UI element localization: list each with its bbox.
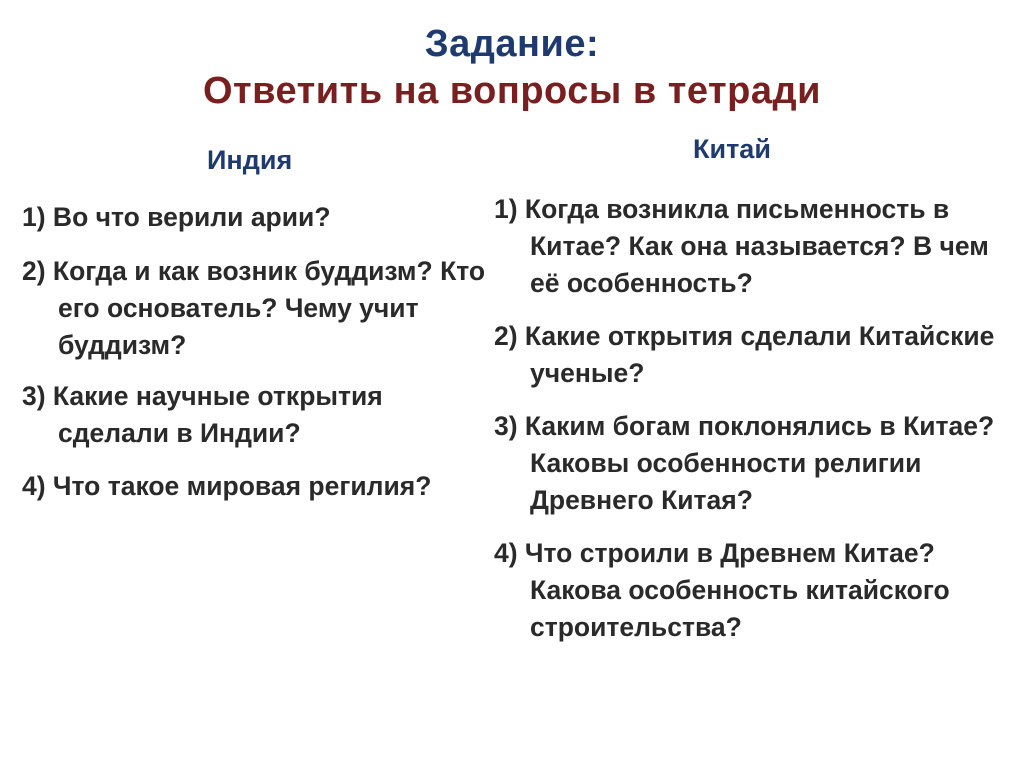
india-question-4: 4) Что такое мировая регилия?	[22, 471, 432, 501]
india-question-2: 2) Когда и как возник буддизм? Кто его основатель? Чему учит буддизм?	[22, 256, 486, 360]
india-question-3: 3) Какие научные открытия сделали в Индии?	[22, 381, 383, 448]
india-heading: Индия	[207, 145, 293, 175]
china-question-3: 3) Каким богам поклонялись в Китае? Каковы особенности религии Древнего Китая?	[494, 411, 995, 515]
india-question-1: 1) Во что верили арии?	[22, 202, 331, 232]
china-heading: Китай	[693, 134, 771, 164]
china-question-2: 2) Какие открытия сделали Китайские ученые?	[494, 321, 995, 388]
china-question-1: 1) Когда возникла письменность в Китае? Как она называется? В чем её особенность?	[494, 194, 989, 298]
china-questions-list	[494, 191, 1004, 646]
slide-title	[0, 22, 1024, 116]
china-question-4: 4) Что строили в Древнем Китае? Какова особенность китайского строительства?	[494, 538, 950, 642]
india-questions-list	[22, 199, 492, 505]
title-instruction: Ответить на вопросы в тетради	[203, 70, 821, 112]
title-task-label: Задание:	[424, 23, 600, 65]
